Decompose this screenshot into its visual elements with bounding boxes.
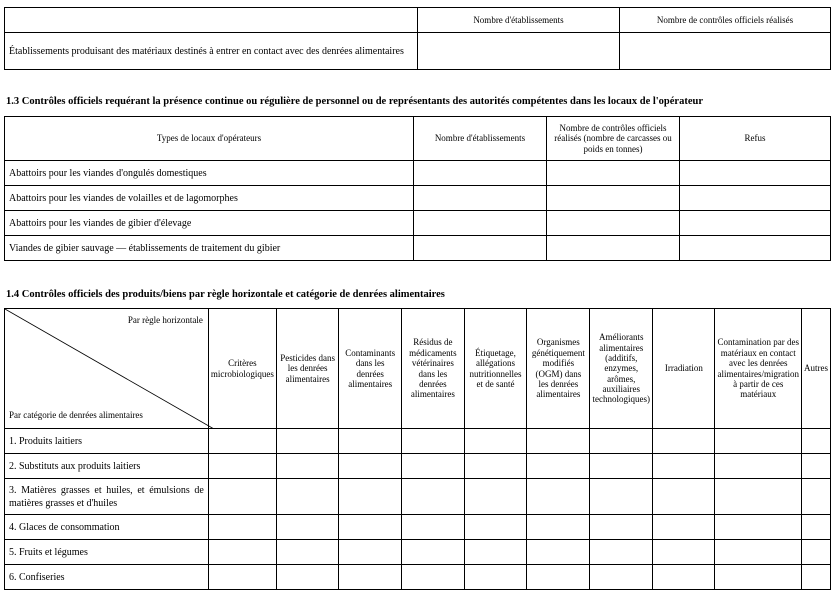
table-cell[interactable] xyxy=(715,565,802,590)
table-cell[interactable] xyxy=(414,211,547,236)
table-cell[interactable] xyxy=(339,479,402,515)
table-cell[interactable] xyxy=(418,33,620,70)
corner-label-food-category: Par catégorie de denrées alimentaires xyxy=(9,410,143,420)
col-header-vet-residues: Résidus de médicaments vétérinaires dans les denrées alimentaires xyxy=(402,309,465,429)
corner-label-horizontal-rule: Par règle horizontale xyxy=(127,315,203,325)
table-cell[interactable] xyxy=(276,540,338,565)
table-cell[interactable] xyxy=(590,479,653,515)
table-cell[interactable] xyxy=(464,515,527,540)
table-cell[interactable] xyxy=(208,540,276,565)
corner-header-cell xyxy=(5,309,209,429)
table-cell[interactable] xyxy=(590,454,653,479)
col-header-establishments: Nombre d'établissements xyxy=(418,8,620,33)
table-cell[interactable] xyxy=(547,186,680,211)
row-label: Abattoirs pour les viandes de gibier d'élevage xyxy=(5,211,414,236)
col-header-contaminants: Contaminants dans les denrées alimentaires xyxy=(339,309,402,429)
col-header-gmo: Organismes génétiquement modifiés (OGM) dans les denrées alimentaires xyxy=(527,309,590,429)
table-cell[interactable] xyxy=(402,515,465,540)
table-cell[interactable] xyxy=(402,540,465,565)
table-cell[interactable] xyxy=(590,540,653,565)
col-header-refus: Refus xyxy=(680,117,831,161)
table-cell[interactable] xyxy=(339,540,402,565)
col-header-contact-materials: Contamination par des matériaux en contact avec les denrées alimentaires/migration à partir de ces matériaux xyxy=(715,309,802,429)
table-cell[interactable] xyxy=(208,479,276,515)
table-cell[interactable] xyxy=(414,186,547,211)
premises-table xyxy=(4,116,831,261)
table-cell[interactable] xyxy=(547,161,680,186)
col-header-irradiation: Irradiation xyxy=(653,309,715,429)
col-header-pesticides: Pesticides dans les denrées alimentaires xyxy=(276,309,338,429)
table-cell[interactable] xyxy=(276,565,338,590)
col-header-microbiological: Critères microbiologiques xyxy=(208,309,276,429)
row-label: Viandes de gibier sauvage — établissements de traitement du gibier xyxy=(5,236,414,261)
table-cell[interactable] xyxy=(715,429,802,454)
table-cell[interactable] xyxy=(653,515,715,540)
table-cell[interactable] xyxy=(208,454,276,479)
materials-contact-table xyxy=(4,7,831,70)
table-cell[interactable] xyxy=(339,454,402,479)
table-cell[interactable] xyxy=(527,540,590,565)
table-cell[interactable] xyxy=(464,429,527,454)
table-cell[interactable] xyxy=(590,429,653,454)
blank-header-cell xyxy=(5,8,418,33)
table-cell[interactable] xyxy=(276,479,338,515)
table-cell[interactable] xyxy=(527,565,590,590)
table-cell[interactable] xyxy=(276,454,338,479)
col-header-types: Types de locaux d'opérateurs xyxy=(5,117,414,161)
table-cell[interactable] xyxy=(680,186,831,211)
table-cell[interactable] xyxy=(527,454,590,479)
row-label-materials: Établissements produisant des matériaux destinés à entrer en contact avec des denrées alimentaires xyxy=(5,33,418,70)
table-cell[interactable] xyxy=(414,236,547,261)
table-cell[interactable] xyxy=(802,429,831,454)
table-cell[interactable] xyxy=(276,515,338,540)
row-label: Abattoirs pour les viandes de volailles et de lagomorphes xyxy=(5,186,414,211)
table-cell[interactable] xyxy=(802,479,831,515)
table-cell[interactable] xyxy=(547,211,680,236)
table-cell[interactable] xyxy=(802,454,831,479)
table-cell[interactable] xyxy=(653,565,715,590)
table-cell[interactable] xyxy=(402,565,465,590)
table-cell[interactable] xyxy=(680,211,831,236)
section-13-title: 1.3 Contrôles officiels requérant la présence continue ou régulière de personnel ou de représentants des autorités compétentes dans les locaux de l'opérateur xyxy=(6,96,704,107)
table-cell[interactable] xyxy=(715,515,802,540)
col-header-establishments: Nombre d'établissements xyxy=(414,117,547,161)
table-cell[interactable] xyxy=(464,454,527,479)
row-label-confectionery: 6. Confiseries xyxy=(5,565,209,590)
table-cell[interactable] xyxy=(680,236,831,261)
table-cell[interactable] xyxy=(339,515,402,540)
col-header-improvers: Améliorants alimentaires (additifs, enzymes, arômes, auxiliaires technologiques) xyxy=(590,309,653,429)
row-label: Abattoirs pour les viandes d'ongulés domestiques xyxy=(5,161,414,186)
table-cell[interactable] xyxy=(276,429,338,454)
table-cell[interactable] xyxy=(802,565,831,590)
row-label-dairy: 1. Produits laitiers xyxy=(5,429,209,454)
table-cell[interactable] xyxy=(464,540,527,565)
col-header-labelling: Étiquetage, allégations nutritionnelles et de santé xyxy=(464,309,527,429)
table-cell[interactable] xyxy=(680,161,831,186)
table-cell[interactable] xyxy=(715,479,802,515)
table-cell[interactable] xyxy=(653,429,715,454)
table-cell[interactable] xyxy=(402,479,465,515)
table-cell[interactable] xyxy=(527,429,590,454)
table-cell[interactable] xyxy=(402,454,465,479)
table-cell[interactable] xyxy=(339,565,402,590)
table-cell[interactable] xyxy=(715,540,802,565)
row-label-fats-oils: 3. Matières grasses et huiles, et émulsions de matières grasses et d'huiles xyxy=(5,479,209,515)
table-cell[interactable] xyxy=(464,479,527,515)
table-cell[interactable] xyxy=(339,429,402,454)
table-cell[interactable] xyxy=(715,454,802,479)
table-cell[interactable] xyxy=(620,33,831,70)
table-cell[interactable] xyxy=(402,429,465,454)
col-header-others: Autres xyxy=(802,309,831,429)
row-label-fruits-vegetables: 5. Fruits et légumes xyxy=(5,540,209,565)
table-cell[interactable] xyxy=(547,236,680,261)
table-cell[interactable] xyxy=(653,540,715,565)
row-label-dairy-substitutes: 2. Substituts aux produits laitiers xyxy=(5,454,209,479)
table-cell[interactable] xyxy=(527,479,590,515)
table-cell[interactable] xyxy=(590,515,653,540)
col-header-controls: Nombre de contrôles officiels réalisés (nombre de carcasses ou poids en tonnes) xyxy=(547,117,680,161)
row-label-ice-cream: 4. Glaces de consommation xyxy=(5,515,209,540)
table-cell[interactable] xyxy=(527,515,590,540)
table-cell[interactable] xyxy=(208,515,276,540)
table-cell[interactable] xyxy=(208,429,276,454)
horizontal-rules-table xyxy=(4,308,831,590)
table-cell[interactable] xyxy=(464,565,527,590)
table-cell[interactable] xyxy=(653,479,715,515)
section-14-title: 1.4 Contrôles officiels des produits/biens par règle horizontale et catégorie de denrées alimentaires xyxy=(6,289,445,300)
table-cell[interactable] xyxy=(802,515,831,540)
table-cell[interactable] xyxy=(590,565,653,590)
col-header-controls: Nombre de contrôles officiels réalisés xyxy=(620,8,831,33)
table-cell[interactable] xyxy=(414,161,547,186)
table-cell[interactable] xyxy=(208,565,276,590)
table-cell[interactable] xyxy=(802,540,831,565)
table-cell[interactable] xyxy=(653,454,715,479)
